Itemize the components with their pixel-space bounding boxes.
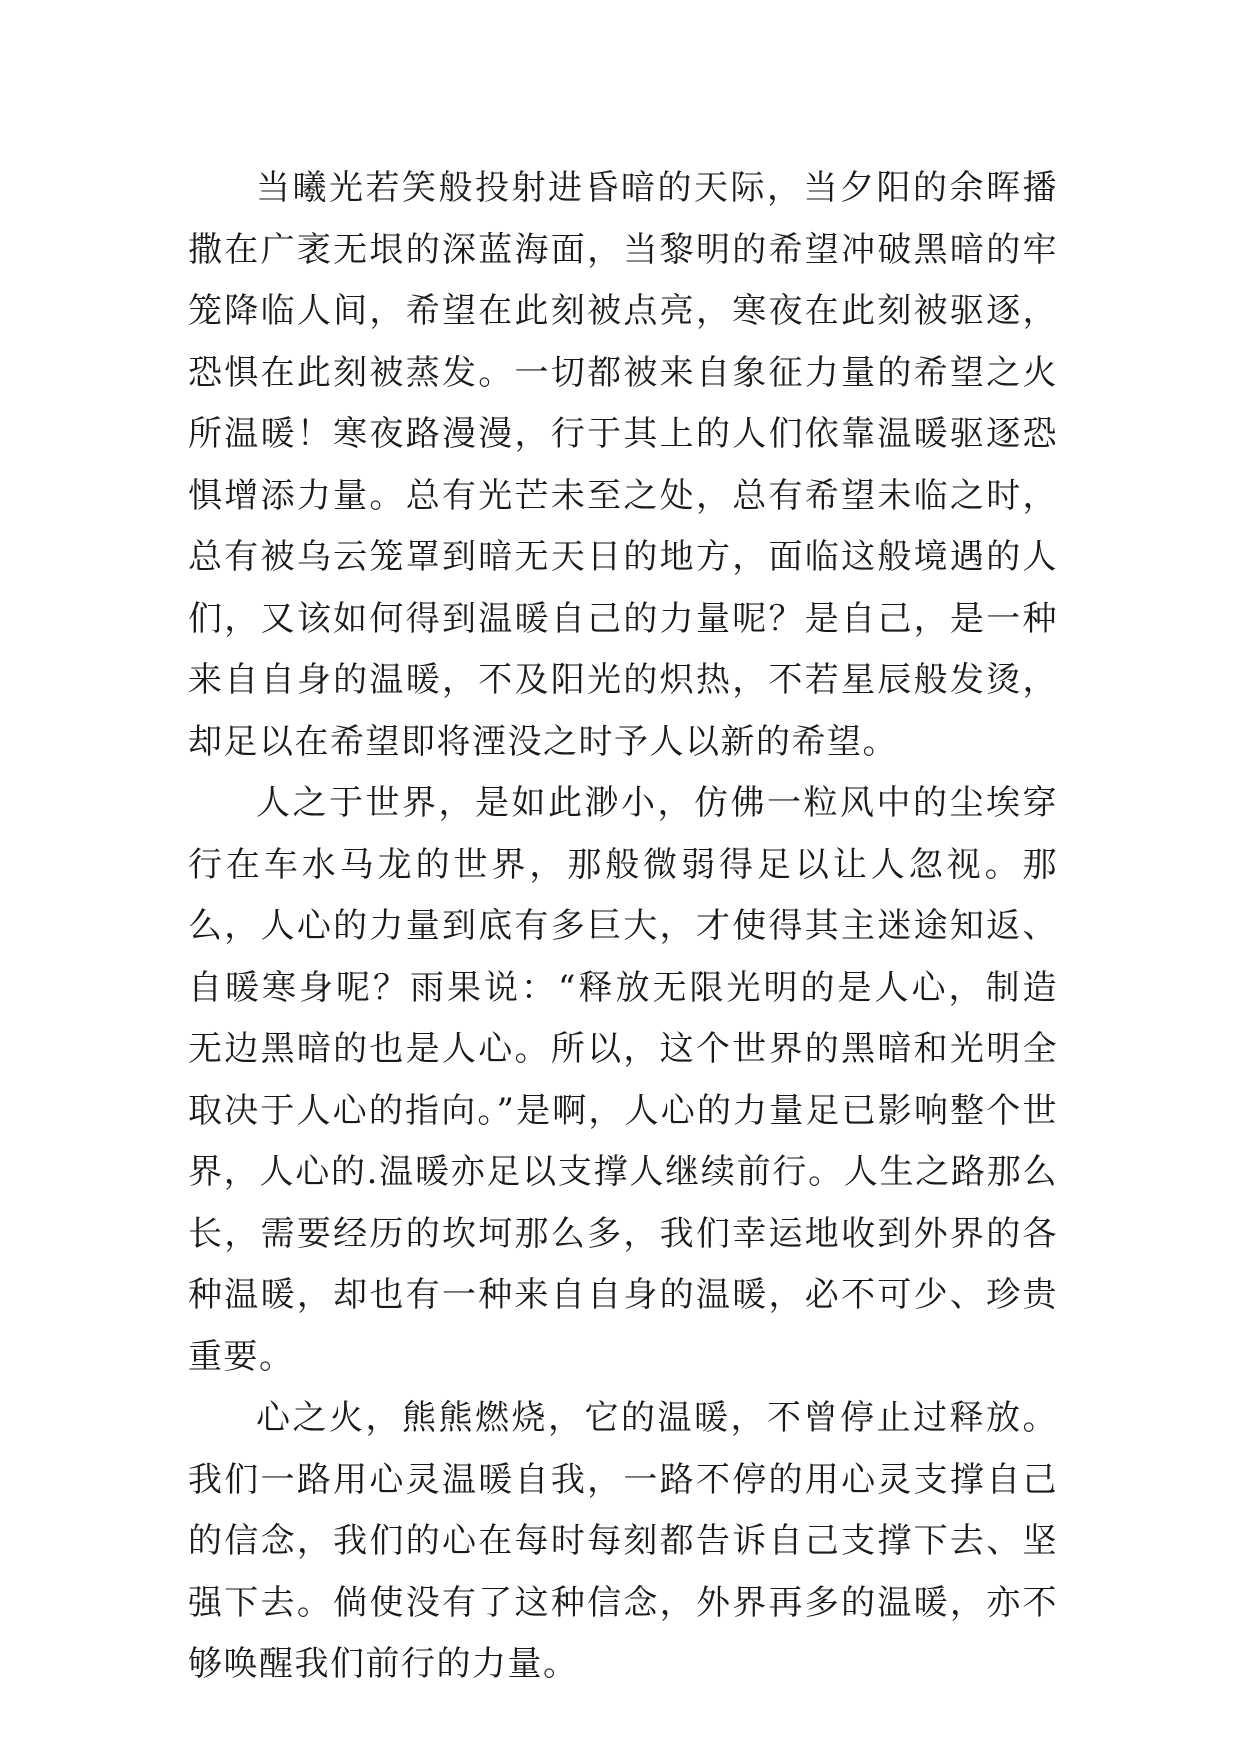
paragraph-1: 当曦光若笑般投射进昏暗的天际，当夕阳的余晖播撒在广袤无垠的深蓝海面，当黎明的希望冲破黑暗的牢笼降临人间，希望在此刻被点亮，寒夜在此刻被驱逐，恐惧在此刻被蒸发。一切都被来自象征力量的希望之火所温暖！寒夜路漫漫，行于其上的人们依靠温暖驱逐恐惧增添力量。总有光芒未至之处，总有希望未临之时，总有被乌云笼罩到暗无天日的地方，面临这般境遇的人们，又该如何得到温暖自己的力量呢？是自己，是一种来自自身的温暖，不及阳光的炽热，不若星辰般发烫，却足以在希望即将湮没之时予人以新的希望。 (188, 168, 1058, 762)
paragraph-2: 人之于世界，是如此渺小，仿佛一粒风中的尘埃穿行在车水马龙的世界，那般微弱得足以让人忽视。那么，人心的力量到底有多巨大，才使得其主迷途知返、自暖寒身呢？雨果说：“释放无限光明的是人心，制造无边黑暗的也是人心。所以，这个世界的黑暗和光明全取决于人心的指向。”是啊，人心的力量足已影响整个世界，人心的.温暖亦足以支撑人继续前行。人生之路那么长，需要经历的坎坷那么多，我们幸运地收到外界的各种温暖，却也有一种来自自身的温暖，必不可少、珍贵重要。 (188, 783, 1058, 1377)
paragraph-3: 心之火，熊熊燃烧，它的温暖，不曾停止过释放。我们一路用心灵温暖自我，一路不停的用心灵支撑自己的信念，我们的心在每时每刻都告诉自己支撑下去、坚强下去。倘使没有了这种信念，外界再多的温暖，亦不够唤醒我们前行的力量。 (188, 1398, 1058, 1684)
document-page (188, 158, 1058, 1696)
